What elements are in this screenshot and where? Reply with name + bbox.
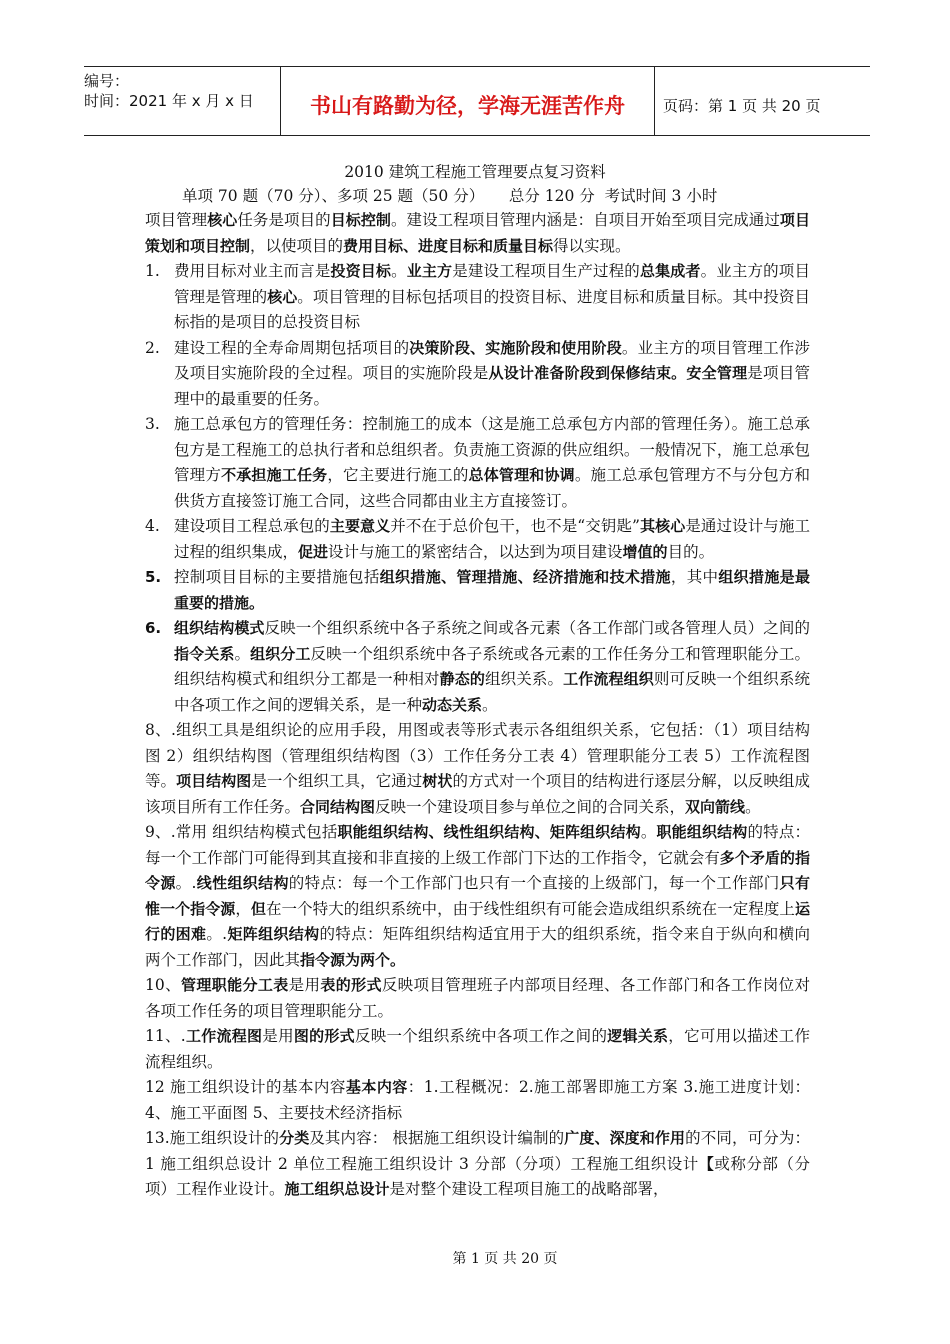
bold-text: 线性组织结构 (196, 874, 289, 892)
bold-text: 广度、深度和作用 (564, 1129, 686, 1147)
bold-text: 指令源为两个。 (300, 950, 406, 969)
text-run: 反映一个组织系统中各子系统之间或各元素（各工作部门或各管理人员）之间的 (264, 619, 810, 637)
bold-text: 树状 (422, 772, 453, 790)
serial-label: 编号： (84, 72, 130, 90)
header-meta (84, 67, 281, 135)
list-item (145, 336, 810, 413)
list-number: 6. (145, 619, 162, 637)
bold-text: 项目策划和项目控制 (145, 211, 810, 255)
text-run: 。 (745, 797, 761, 816)
bold-text: 【 (698, 1154, 715, 1173)
text-run: 。 (640, 823, 657, 841)
list-item (145, 412, 810, 514)
bold-text: 组织分工 (250, 644, 311, 663)
body-paragraph (145, 1126, 810, 1203)
bold-text: 分类 (279, 1129, 310, 1147)
text-run: 是用 (288, 976, 321, 994)
text-run: 。建设工程项目管理内涵是：自项目开始至项目完成通过 (390, 211, 780, 229)
bold-text: 职能组织结构、线性组织结构、矩阵组织结构 (337, 823, 641, 841)
list-item (145, 565, 810, 616)
bold-text: 管理职能分工表 (180, 976, 289, 994)
text-run: 设计与施工的紧密结合，以达到为项目建设 (328, 542, 623, 561)
motto: 书山有路勤为径，学海无涯苦作舟 (281, 67, 655, 135)
bold-text: 逻辑关系 (607, 1027, 669, 1045)
document-body (145, 208, 810, 1203)
bold-text: 双向箭线 (685, 797, 746, 816)
text-run: 。. (175, 874, 197, 892)
text-run: 。. (206, 925, 228, 943)
text-run: 的特点：每一个工作部门也只有一个直接的上级部门，每一个工作部门 (288, 874, 780, 892)
bold-text: 投资目标 (330, 262, 392, 280)
bold-text: 费用目标、进度目标和质量目标 (343, 236, 554, 255)
bold-text: 指令关系 (174, 644, 235, 663)
intro-paragraph (145, 208, 810, 259)
text-run: 是通过设计与施工过程的组织集成， (174, 517, 810, 561)
text-run: 则可反映一个组织系统中各项工作之间的逻辑关系，是一种 (174, 670, 810, 714)
text-run: 的方式对一个项目的结构进行逐层分解，以反映组成该项目所有工作任务。 (145, 772, 810, 816)
bold-text: 主要意义 (329, 517, 391, 535)
list-item-text (174, 568, 810, 612)
list-item (145, 259, 810, 336)
text-run: 是对整个建设工程项目施工的战略部署， (389, 1180, 669, 1198)
body-paragraph (145, 1075, 810, 1126)
list-number: 1. (145, 262, 160, 280)
text-run: 8、.组织工具是组织论的应用手段，用图或表等形式表示各组组织关系，它包括：（1）项目结构图 2）组织结构图（管理组织结构图（3）工作任务分工表 4）管理职能分工表 5）工作流程图等。 (145, 721, 810, 790)
body-paragraphs (145, 718, 810, 1203)
text-run: 。 (234, 644, 251, 663)
text-run: ，它主要进行施工的 (327, 466, 469, 484)
bold-text: 目标控制 (330, 211, 391, 229)
list-number: 3. (145, 415, 160, 433)
text-run: 并不在于总价包干，也不是“交钥匙” (390, 517, 640, 535)
text-run: ， (235, 899, 251, 918)
bold-text: 多个矛盾的指令源 (145, 848, 810, 892)
text-run: ：1.工程概况：2.施工部署即施工方案 3.施工进度计划：4、施工平面图 5、主要技术经济指标 (145, 1078, 810, 1122)
bold-text: 施工组织总设计 (284, 1180, 390, 1198)
bold-text: 组织措施、管理措施、经济措施和技术措施 (379, 568, 671, 586)
bold-text: 其核心 (639, 517, 686, 535)
text-run: 10、 (145, 976, 181, 994)
bold-text: 核心 (207, 211, 238, 229)
date-label: 时间：2021 年 x 月 x 日 (84, 92, 254, 110)
text-run: 施工总承包方的管理任务：控制施工的成本（这是施工总承包方内部的管理任务）。施工总承包方是工程施工的总执行者和总组织者。负责施工资源的供应组织。一般情况下，施工总承包管理方 (174, 415, 810, 484)
bold-text: 核心 (267, 287, 298, 306)
bold-text: 总体管理和协调 (468, 466, 575, 484)
bold-text: 矩阵组织结构 (227, 925, 320, 943)
text-run: 。施工总承包管理方不与分包方和供货方直接签订施工合同，这些合同都由业主方直接签订。 (174, 466, 810, 510)
document-title: 2010 建筑工程施工管理要点复习资料 (344, 163, 606, 181)
page-info: 页码：第 1 页 共 20 页 (663, 96, 821, 115)
list-item (145, 616, 810, 718)
text-run: 任务是项目的 (237, 211, 331, 229)
body-paragraph (145, 1024, 810, 1075)
bold-text: 运行的困难 (145, 899, 810, 943)
bold-text: 业主方 (406, 262, 453, 280)
bold-text: 项目结构图 (176, 772, 252, 790)
text-run: 是建设工程项目生产过程的 (452, 262, 640, 280)
bold-text: 不承担施工任务 (221, 466, 328, 484)
text-run: 控制项目目标的主要措施包括 (174, 568, 380, 586)
list-item-text (174, 619, 810, 714)
text-run: 目的。 (667, 542, 715, 561)
body-paragraph (145, 820, 810, 973)
bold-text: 促进 (298, 542, 329, 561)
bold-text: 静态的 (439, 670, 485, 688)
bold-text: 工作流程图 (185, 1027, 263, 1045)
text-run: 。项目管理的目标包括项目的投资目标、进度目标和质量目标。其中投资目标指的是项目的总投资目标 (174, 287, 810, 331)
text-run: 项目管理 (145, 211, 208, 229)
text-run: 组织关系。 (484, 670, 564, 688)
bold-text: 图的形式 (293, 1027, 355, 1045)
text-run: ，它可用以描述工作流程组织。 (145, 1027, 810, 1071)
bold-text: 工作流程组织 (563, 670, 654, 688)
list-item-text (174, 415, 810, 510)
bold-text: 但 (250, 899, 266, 918)
text-run: 得以实现。 (553, 236, 631, 255)
bold-text: 从设计准备阶段到保修结束。安全管理 (488, 364, 748, 382)
bold-text: 组织结构模式 (174, 619, 265, 637)
list-item-text (174, 262, 810, 331)
bold-text: 合同结构图 (300, 797, 376, 816)
page-header (84, 66, 870, 136)
text-run: 的特点：矩阵组织结构适宜用于大的组织系统，指令来自于纵向和横向两个工作部门，因此其 (145, 925, 810, 969)
text-run: 或称分部（分项）工程作业设计。 (145, 1154, 810, 1198)
text-run: 12 施工组织设计的基本内容 (145, 1078, 346, 1096)
bold-text: 决策阶段、实施阶段和使用阶段 (409, 338, 622, 357)
text-run: 反映一个组织系统中各子系统或各元素的工作任务分工和管理职能分工。组织结构模式和组织分工都是一种相对 (174, 644, 810, 688)
text-run: 的不同，可分为：1 施工组织总设计 2 单位工程施工组织设计 3 分部（分项）工程施工组织设计 (145, 1129, 810, 1173)
text-run: 建设工程的全寿命周期包括项目的 (174, 338, 410, 357)
list-number: 5. (145, 568, 162, 586)
list-item-text (174, 339, 810, 408)
list-item-text (174, 517, 810, 561)
body-paragraph (145, 718, 810, 820)
text-run: 。 (482, 695, 498, 714)
text-run: ，其中 (670, 568, 719, 586)
text-run: 反映一个建设项目参与单位之间的合同关系， (375, 797, 686, 816)
list-item (145, 514, 810, 565)
text-run: 11、. (145, 1027, 186, 1045)
text-run: 9、.常用 组织结构模式包括 (145, 823, 338, 841)
text-run: 费用目标对业主而言是 (174, 262, 331, 280)
numbered-list (145, 259, 810, 718)
bold-text: 动态关系 (422, 695, 483, 714)
text-run: 13.施工组织设计的 (145, 1129, 280, 1147)
bold-text: 表的形式 (320, 976, 382, 994)
list-number: 4. (145, 517, 160, 535)
text-run: 是一个组织工具，它通过 (251, 772, 423, 790)
text-run: 是项目管理中的最重要的任务。 (174, 364, 810, 408)
text-run: 。业主方的项目管理是管理的 (174, 262, 810, 306)
text-run: 。业主方的项目管理工作涉及项目实施阶段的全过程。项目的实施阶段是 (174, 338, 810, 382)
list-number: 2. (145, 338, 160, 357)
bold-text: 基本内容 (345, 1078, 408, 1096)
body-paragraph (145, 973, 810, 1024)
document-subtitle: 单项 70 题（70 分）、多项 25 题（50 分） 总分 120 分 考试时间 3 小时 (182, 187, 718, 205)
text-run: 及其内容： 根据施工组织设计编制的 (309, 1129, 565, 1147)
text-run: 。 (391, 262, 407, 280)
bold-text: 组织措施是最重要的措施。 (174, 568, 810, 612)
text-run: 在一个特大的组织系统中，由于线性组织有可能会造成组织系统在一定程度上 (265, 899, 795, 918)
text-run: ，以使项目的 (250, 236, 344, 255)
text-run: 反映项目管理班子内部项目经理、各工作部门和各工作岗位对各项工作任务的项目管理职能分工。 (145, 976, 810, 1020)
text-run: 是用 (262, 1027, 294, 1045)
text-run: 建设项目工程总承包的 (174, 517, 330, 535)
bold-text: 只有惟一个指令源 (145, 874, 810, 918)
text-run: 的特点：每一个工作部门可能得到其直接和非直接的上级工作部门下达的工作指令，它就会有 (145, 823, 810, 867)
bold-text: 职能组织结构 (656, 823, 748, 841)
bold-text: 总集成者 (639, 262, 701, 280)
text-run: 反映一个组织系统中各项工作之间的 (354, 1027, 608, 1045)
page-footer: 第 1 页 共 20 页 (452, 1251, 558, 1267)
bold-text: 增值的 (622, 542, 668, 561)
